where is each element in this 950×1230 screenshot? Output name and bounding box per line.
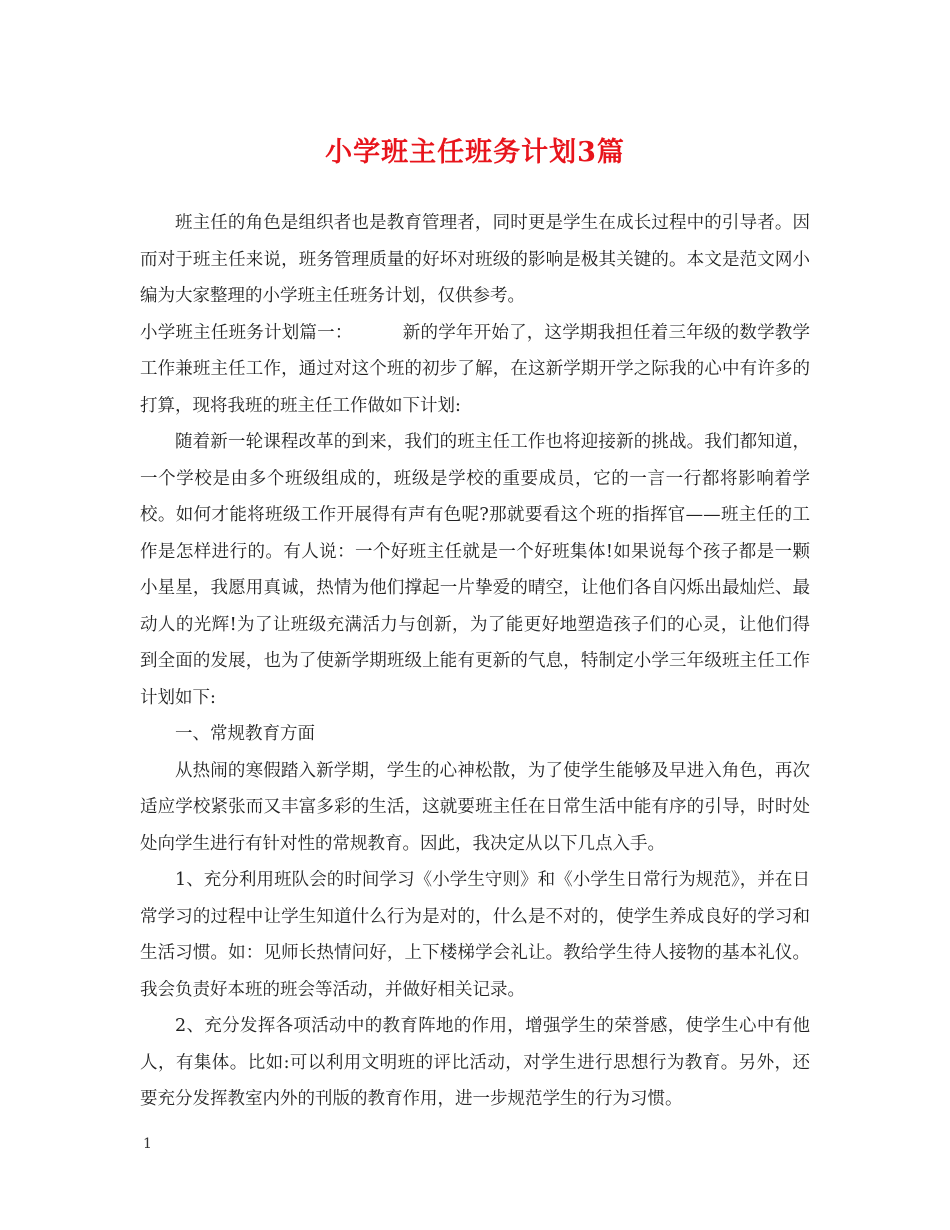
body-paragraph: 随着新一轮课程改革的到来，我们的班主任工作也将迎接新的挑战。我们都知道，一个学校是由多个班级组成的，班级是学校的重要成员，它的一言一行都将影响着学校。如何才能将班级工作开展得有声有色呢?那就要看这个班的指挥官——班主任的工作是怎样进行的。有人说：一个好班主任就是一个好班集体!如果说每个孩子都是一颗小星星，我愿用真诚，热情为他们撑起一片挚爱的晴空，让他们各自闪烁出最灿烂、最动人的光辉!为了让班级充满活力与创新，为了能更好地塑造孩子们的心灵，让他们得到全面的发展，也为了使新学期班级上能有更新的气息，特制定小学三年级班主任工作计划如下: — [140, 432, 810, 708]
list-item-2: 2、充分发挥各项活动中的教育阵地的作用，增强学生的荣誉感，使学生心中有他人，有集体。比如:可以利用文明班的评比活动，对学生进行思想行为教育。另外，还要充分发挥教室内外的刊版的教育作用，进一步规范学生的行为习惯。 — [140, 1016, 810, 1109]
list-item-1: 1、充分利用班队会的时间学习《小学生守则》和《小学生日常行为规范》，并在日常学习的过程中让学生知道什么行为是对的，什么是不对的，使学生养成良好的学习和生活习惯。如：见师长热情问好，上下楼梯学会礼让。教给学生待人接物的基本礼仪。我会负责好本班的班会等活动，并做好相关记录。 — [140, 870, 810, 1000]
section-label: 小学班主任班务计划篇一： — [140, 322, 353, 343]
subheading: 一、常规教育方面 — [175, 724, 315, 744]
document-body — [140, 205, 810, 1118]
section-intro-text: 新的学年开始了，这学期我担任着三年级的数学教学工作兼班主任工作，通过对这个班的初步了解，在这新学期开学之际我的心中有许多的打算，现将我班的班主任工作做如下计划: — [140, 322, 811, 416]
page-number: 1 — [143, 1136, 152, 1152]
section-heading-paragraph — [140, 315, 810, 425]
body-paragraph: 从热闹的寒假踏入新学期，学生的心神松散，为了使学生能够及早进入角色，再次适应学校紧张而又丰富多彩的生活，这就要班主任在日常生活中能有序的引导，时时处处向学生进行有针对性的常规教育。因此，我决定从以下几点入手。 — [140, 760, 810, 854]
intro-paragraph: 班主任的角色是组织者也是教育管理者，同时更是学生在成长过程中的引导者。因而对于班主任来说，班务管理质量的好坏对班级的影响是极其关键的。本文是范文网小编为大家整理的小学班主任班务计划，仅供参考。 — [140, 213, 810, 306]
document-title: 小学班主任班务计划3篇 — [325, 137, 625, 168]
